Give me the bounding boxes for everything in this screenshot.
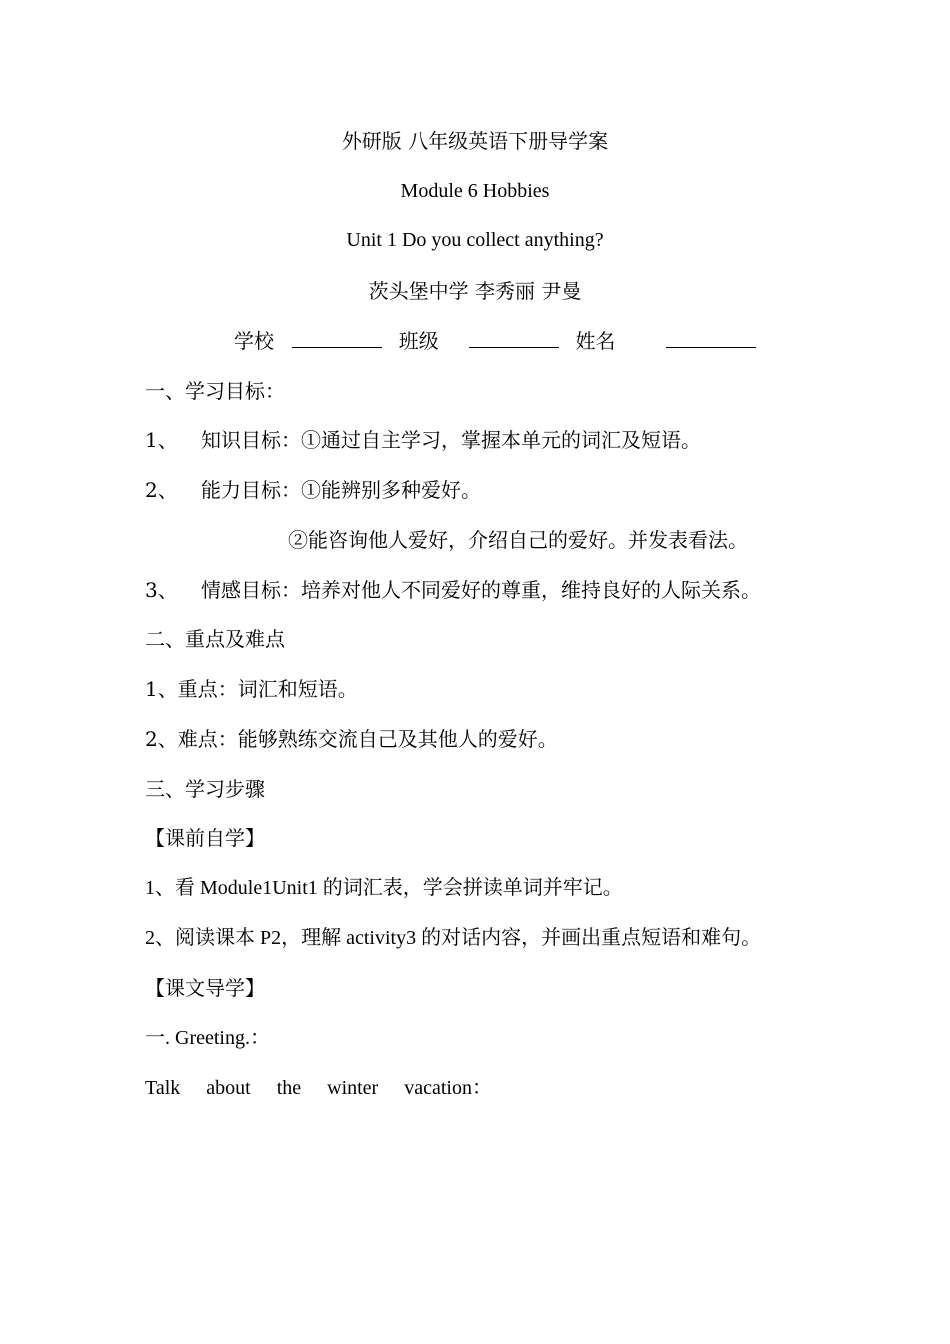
- document-title: 外研版 八年级英语下册导学案: [341, 129, 609, 153]
- section2-heading: 二、重点及难点: [145, 627, 285, 651]
- objective-number: 3、: [145, 578, 178, 602]
- objective-item: [288, 526, 748, 554]
- pre-study-item: 1、看 Module1Unit1 的词汇表，学会拼读单词并牢记。: [145, 877, 623, 899]
- greeting-line: 一. Greeting.：: [145, 1027, 270, 1049]
- author-line: 茨头堡中学 李秀丽 尹曼: [368, 279, 582, 303]
- module-title: Module 6 Hobbies: [400, 180, 550, 202]
- school-label: 学校: [234, 329, 274, 353]
- objective-text: 能力目标：①能辨别多种爱好。: [201, 478, 481, 502]
- class-label: 班级: [398, 329, 439, 353]
- section1-heading: 一、学习目标：: [145, 379, 285, 403]
- class-blank: [469, 329, 559, 348]
- name-label: 姓名: [575, 329, 616, 353]
- unit-title: Unit 1 Do you collect anything?: [346, 229, 604, 251]
- objective-text: ②能咨询他人爱好，介绍自己的爱好。并发表看法。: [288, 528, 748, 552]
- name-blank: [666, 329, 756, 348]
- objective-item: [145, 426, 701, 454]
- objective-number: 1、: [145, 428, 178, 452]
- objective-item: [145, 576, 761, 604]
- school-blank: [292, 329, 382, 348]
- objective-number: 2、: [145, 478, 178, 502]
- talk-prompt: Talk about the winter vacation：: [145, 1077, 492, 1099]
- pre-study-item: 2、阅读课本 P2，理解 activity3 的对话内容，并画出重点短语和难句。: [145, 927, 762, 949]
- key-point-item: 1、重点：词汇和短语。: [145, 677, 358, 701]
- objective-text: 知识目标：①通过自主学习，掌握本单元的词汇及短语。: [201, 428, 701, 452]
- guided-study-heading: 【课文导学】: [145, 976, 265, 1000]
- section3-heading: 三、学习步骤: [145, 777, 265, 801]
- difficulty-item: 2、难点：能够熟练交流自己及其他人的爱好。: [145, 727, 558, 751]
- objective-item: [145, 476, 481, 504]
- objective-text: 情感目标：培养对他人不同爱好的尊重，维持良好的人际关系。: [201, 578, 761, 602]
- pre-study-heading: 【课前自学】: [145, 826, 265, 850]
- student-info-line: [234, 327, 756, 355]
